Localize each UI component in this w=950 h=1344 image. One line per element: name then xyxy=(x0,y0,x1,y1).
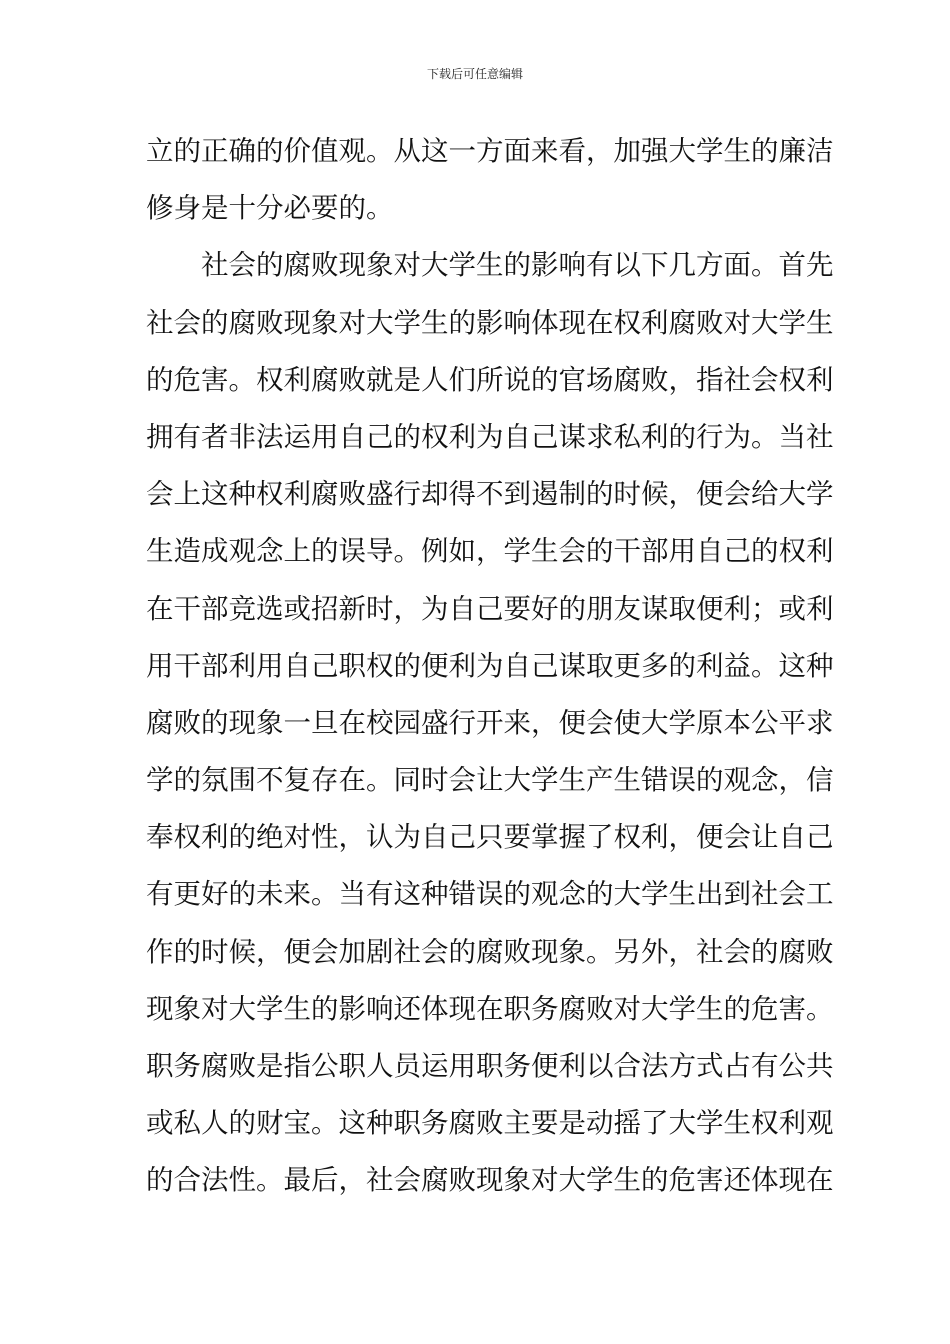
body-line: 作的时候，便会加剧社会的腐败现象。另外，社会的腐败 xyxy=(146,935,834,968)
body-line: 职务腐败是指公职人员运用职务便利以合法方式占有公共 xyxy=(146,1050,834,1082)
body-line: 修身是十分必要的。 xyxy=(146,192,394,225)
body-line: 学的氛围不复存在。同时会让大学生产生错误的观念，信 xyxy=(146,764,834,797)
body-line: 社会的腐败现象对大学生的影响体现在权利腐败对大学生 xyxy=(146,306,834,339)
body-line: 在干部竞选或招新时，为自己要好的朋友谋取便利；或利 xyxy=(146,592,834,625)
page-header: 下载后可任意编辑 xyxy=(426,67,523,81)
body-line: 立的正确的价值观。从这一方面来看，加强大学生的廉洁 xyxy=(146,135,834,167)
paragraph-first-line: 社会的腐败现象对大学生的影响有以下几方面。首先 xyxy=(201,249,834,282)
document-body xyxy=(146,128,834,1215)
body-line: 会上这种权利腐败盛行却得不到遏制的时候，便会给大学 xyxy=(146,478,834,511)
body-line: 有更好的未来。当有这种错误的观念的大学生出到社会工 xyxy=(146,878,834,911)
body-line: 用干部利用自己职权的便利为自己谋取更多的利益。这种 xyxy=(146,649,834,682)
body-line: 生造成观念上的误导。例如，学生会的干部用自己的权利 xyxy=(146,535,834,568)
body-line: 腐败的现象一旦在校园盛行开来，便会使大学原本公平求 xyxy=(146,706,834,739)
body-line: 奉权利的绝对性，认为自己只要掌握了权利，便会让自己 xyxy=(146,821,834,854)
body-line: 的合法性。最后，社会腐败现象对大学生的危害还体现在 xyxy=(146,1164,834,1197)
body-line: 拥有者非法运用自己的权利为自己谋求私利的行为。当社 xyxy=(146,420,834,453)
body-line: 或私人的财宝。这种职务腐败主要是动摇了大学生权利观 xyxy=(146,1107,834,1140)
body-line: 的危害。权利腐败就是人们所说的官场腐败，指社会权利 xyxy=(146,363,834,396)
body-line: 现象对大学生的影响还体现在职务腐败对大学生的危害。 xyxy=(146,992,834,1025)
